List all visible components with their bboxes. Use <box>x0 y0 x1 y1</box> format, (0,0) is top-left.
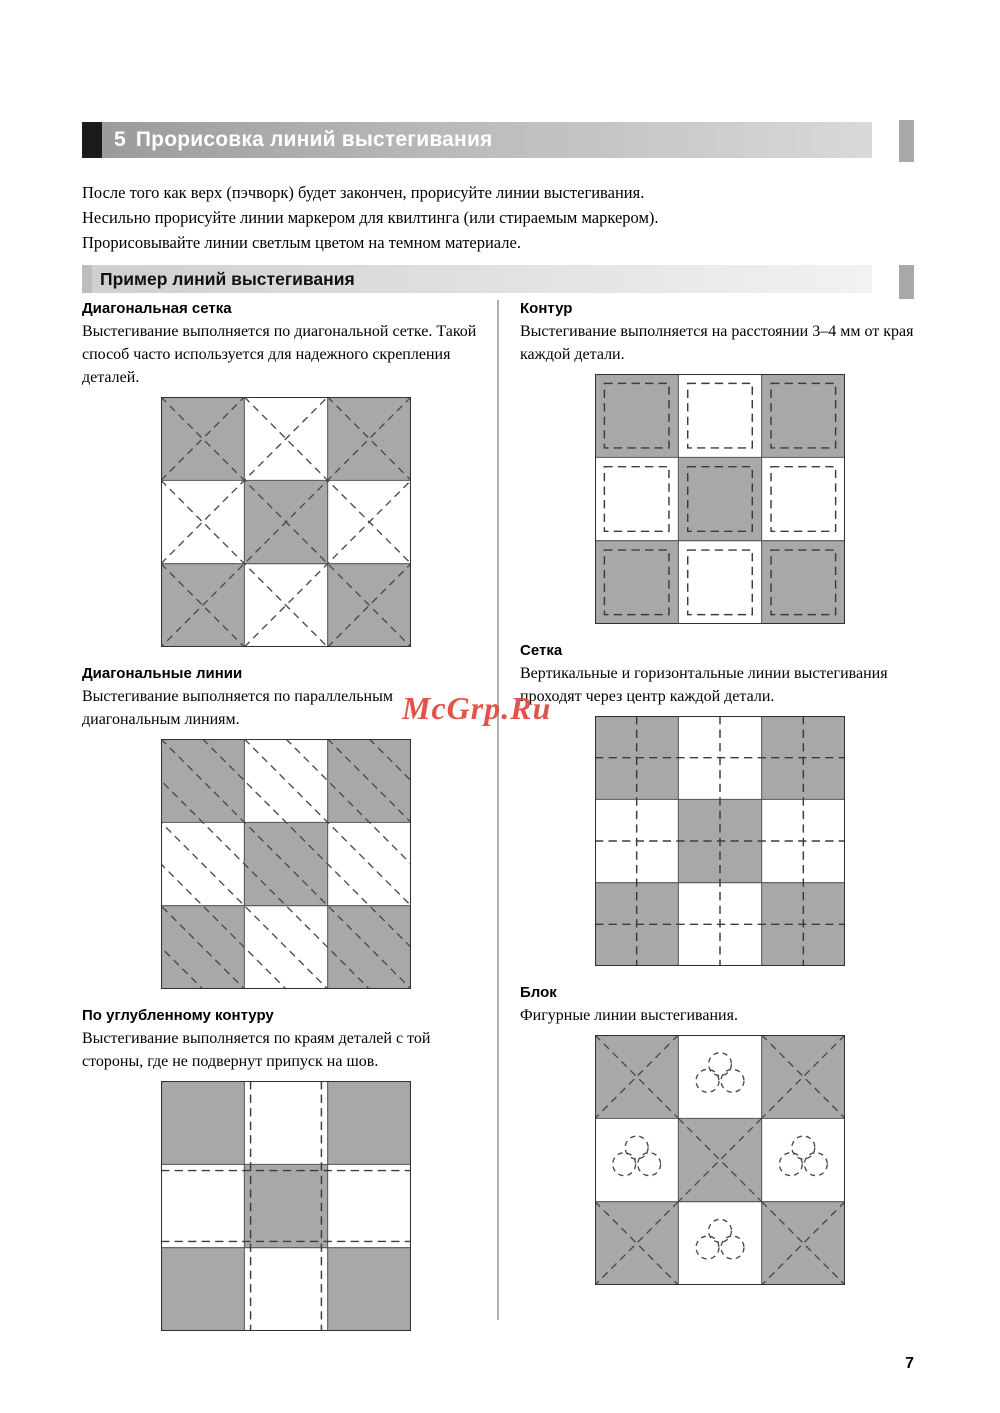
item-grid <box>520 642 920 966</box>
item-desc: Выстегивание выполняется по краям деталей с той стороны, где не подвернут припуск на шов. <box>82 1030 431 1070</box>
chapter-title: Прорисовка линий выстегивания <box>135 128 493 151</box>
chapter-header-bar <box>82 122 872 158</box>
chapter-number: 5 <box>114 128 126 151</box>
figure-grid <box>520 716 920 966</box>
figure-inset-outline <box>82 1081 482 1331</box>
intro-line-3: Прорисовывайте линии светлым цветом на темном материале. <box>82 233 521 252</box>
diagonal-grid-svg <box>161 397 411 647</box>
item-outline <box>520 300 920 624</box>
inset-outline-svg <box>161 1081 411 1331</box>
item-title: Диагональные линии <box>82 665 243 682</box>
item-block <box>520 984 920 1285</box>
figure-block <box>520 1035 920 1285</box>
item-desc: Фигурные линии выстегивания. <box>520 1007 738 1024</box>
diagonal-lines-svg <box>161 739 411 989</box>
item-desc: Выстегивание выполняется по параллельным диагональным линиям. <box>82 688 393 728</box>
item-diagonal-lines <box>82 665 482 989</box>
block-svg <box>595 1035 845 1285</box>
left-column <box>82 300 482 1349</box>
section-header-bar <box>82 265 872 293</box>
item-diagonal-grid <box>82 300 482 647</box>
page-number: 7 <box>905 1355 914 1372</box>
figure-diagonal-grid <box>82 397 482 647</box>
intro-line-2: Несильно прорисуйте линии маркером для квилтинга (или стираемым маркером). <box>82 208 659 227</box>
page-tab-marker-top <box>899 120 914 162</box>
item-title: Контур <box>520 300 573 317</box>
section-lead-block <box>82 265 92 293</box>
intro-line-1: После того как верх (пэчворк) будет закончен, прорисуйте линии выстегивания. <box>82 183 645 202</box>
outline-svg <box>595 374 845 624</box>
item-desc: Выстегивание выполняется на расстоянии 3–4 мм от края каждой детали. <box>520 323 914 363</box>
column-divider <box>497 300 499 1320</box>
item-desc: Выстегивание выполняется по диагональной сетке. Такой способ часто используется для надежного скрепления деталей. <box>82 323 477 386</box>
grid-svg <box>595 716 845 966</box>
item-inset-outline <box>82 1007 482 1331</box>
section-title: Пример линий выстегивания <box>100 268 355 289</box>
item-title: По углубленному контуру <box>82 1007 274 1024</box>
figure-diagonal-lines <box>82 739 482 989</box>
figure-outline <box>520 374 920 624</box>
watermark: McGrp.Ru <box>402 690 552 726</box>
page-tab-marker-second <box>899 265 914 299</box>
item-title: Сетка <box>520 642 563 659</box>
intro-text <box>82 180 882 255</box>
chapter-number-block <box>82 122 102 158</box>
item-desc: Вертикальные и горизонтальные линии выстегивания проходят через центр каждой детали. <box>520 665 888 705</box>
right-column <box>520 300 920 1303</box>
item-title: Диагональная сетка <box>82 300 232 317</box>
item-title: Блок <box>520 984 557 1001</box>
